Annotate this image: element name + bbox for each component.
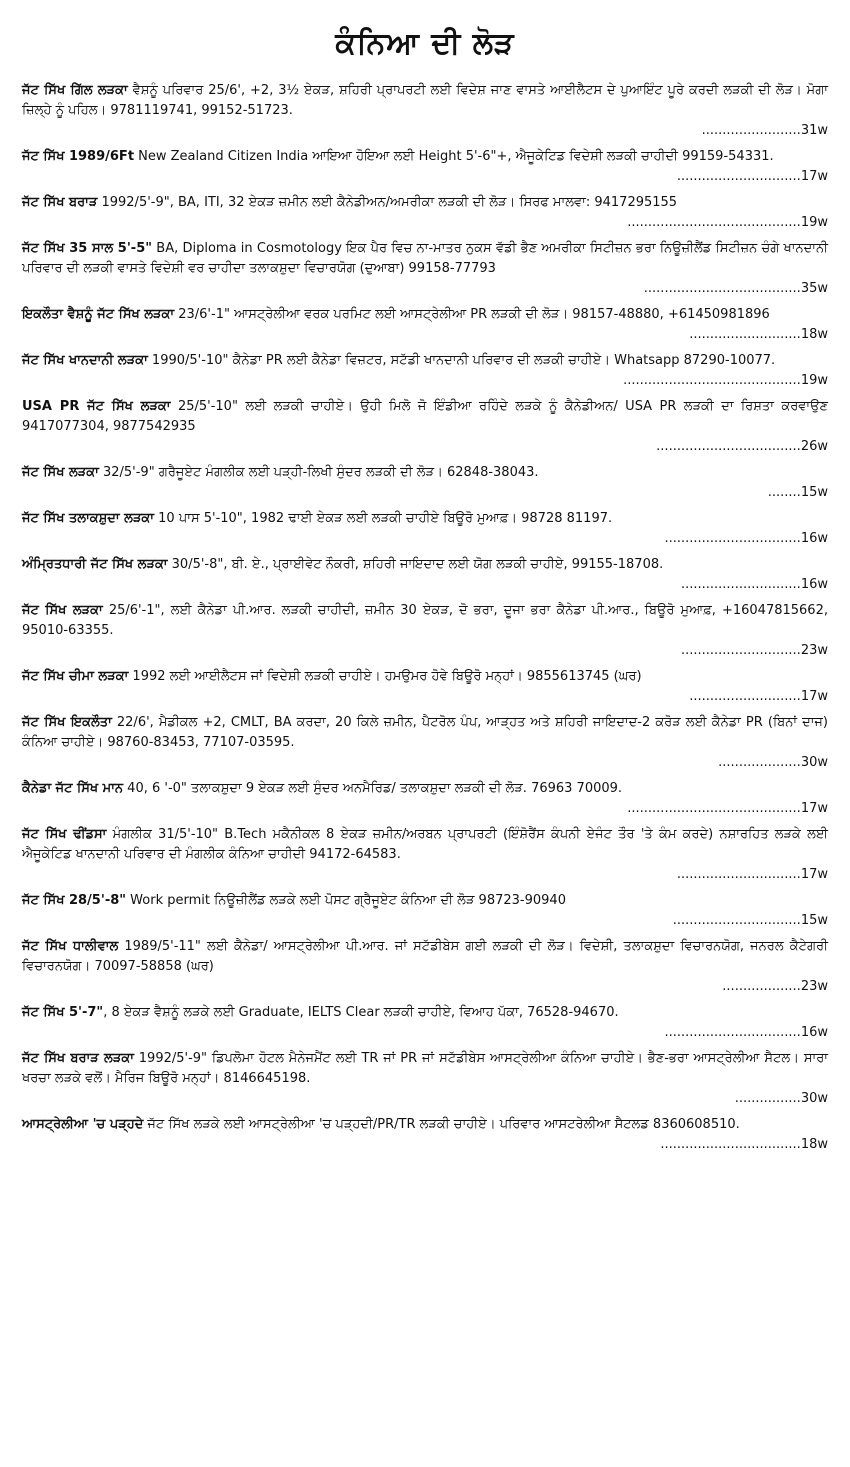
ad-text: 10 ਪਾਸ 5'-10", 1982 ਢਾਈ ਏਕੜ ਲਈ ਲੜਕੀ ਚਾਹੀਏ ਬਿਊਰੋ ਮੁਆਫ਼। 98728 81197.: [154, 511, 613, 526]
ad-entry: [22, 937, 828, 997]
ad-heading: ਜੱਟ ਸਿੱਖ ਲੜਕਾ: [22, 603, 103, 618]
ad-code-line: [22, 865, 828, 885]
ad-text: 40, 6 '-0" ਤਲਾਕਸ਼ੁਦਾ 9 ਏਕੜ ਲਈ ਸੁੰਦਰ ਅਨਮੈਰਿਡ/ ਤਲਾਕਸ਼ੁਦਾ ਲੜਕੀ ਦੀ ਲੋੜ. 76963 70009.: [123, 781, 623, 796]
ad-code-line: [22, 911, 828, 931]
ad-leader-dots: .............................: [680, 643, 801, 658]
ad-heading: USA PR ਜੱਟ ਸਿੱਖ ਲੜਕਾ: [22, 399, 171, 414]
ad-leader-dots: ..................................: [660, 1137, 801, 1152]
ad-entry: [22, 193, 828, 233]
ad-code: 18w: [800, 327, 828, 342]
ad-leader-dots: ...................................: [656, 439, 801, 454]
ad-code: 35w: [800, 281, 828, 296]
ad-text: 1992/5'-9" ਡਿਪਲੋਮਾ ਹੋਟਲ ਮੈਨੇਜਮੈਂਟ ਲਈ TR ਜਾਂ PR ਜਾਂ ਸਟੱਡੀਬੇਸ ਆਸਟ੍ਰੇਲੀਆ ਕੰਨਿਆ ਚਾਹੀਏ। ਭੈਣ-ਭਰਾ ਆਸਟ੍ਰੇਲੀਆ ਸੈਟਲ। ਸਾਰਾ ਖਰਚਾ ਲੜਕੇ ਵਲੋਂ। ਮੈਰਿਜ ਬਿਊਰੋ ਮਨ੍ਹਾਂ। 8146645198.: [22, 1051, 828, 1086]
ad-code-line: [22, 371, 828, 391]
ad-code-line: [22, 641, 828, 661]
ad-entry: [22, 1049, 828, 1109]
ad-heading: ਜੱਟ ਸਿੱਖ ਗਿੱਲ ਲੜਕਾ: [22, 83, 128, 98]
ad-text: 30/5'-8", ਬੀ. ਏ., ਪ੍ਰਾਈਵੇਟ ਨੌਕਰੀ, ਸ਼ਹਿਰੀ ਜਾਇਦਾਦ ਲਈ ਯੋਗ ਲੜਕੀ ਚਾਹੀਏ, 99155-18708.: [167, 557, 664, 572]
ad-code: 17w: [800, 169, 828, 184]
ad-text: , 8 ਏਕੜ ਵੈਸ਼ਨੂੰ ਲੜਕੇ ਲਈ Graduate, IELTS Clear ਲੜਕੀ ਚਾਹੀਏ, ਵਿਆਹ ਪੱਕਾ, 76528-94670.: [103, 1005, 619, 1020]
ad-text: 1992 ਲਈ ਆਈਲੈਟਸ ਜਾਂ ਵਿਦੇਸ਼ੀ ਲੜਕੀ ਚਾਹੀਏ। ਹਮਉਮਰ ਹੋਵੇ ਬਿਊਰੋ ਮਨ੍ਹਾਂ। 9855613745 (ਘਰ): [128, 669, 642, 684]
ad-text: New Zealand Citizen India ਆਇਆ ਹੋਇਆ ਲਈ Height 5'-6"+, ਐਜੂਕੇਟਿਡ ਵਿਦੇਸ਼ੀ ਲੜਕੀ ਚਾਹੀਦੀ 99159-54331.: [134, 149, 774, 164]
ad-code: 31w: [800, 123, 828, 138]
ad-entry: [22, 667, 828, 707]
ad-entry: [22, 509, 828, 549]
ad-leader-dots: ........: [767, 485, 801, 500]
ad-text: Work permit ਨਿਊਜ਼ੀਲੈਂਡ ਲੜਕੇ ਲਈ ਪੋਸਟ ਗ੍ਰੈਜੂਏਟ ਕੰਨਿਆ ਦੀ ਲੋੜ 98723-90940: [126, 893, 566, 908]
ad-body: [22, 601, 828, 641]
ad-leader-dots: ...................: [722, 979, 801, 994]
ad-leader-dots: ....................: [718, 755, 801, 770]
ad-code-line: [22, 1089, 828, 1109]
ad-leader-dots: .................................: [664, 1025, 801, 1040]
ad-body: [22, 509, 828, 529]
ad-text: 25/6'-1", ਲਈ ਕੈਨੇਡਾ ਪੀ.ਆਰ. ਲੜਕੀ ਚਾਹੀਦੀ, ਜ਼ਮੀਨ 30 ਏਕੜ, ਦੋ ਭਰਾ, ਦੂਜਾ ਭਰਾ ਕੈਨੇਡਾ ਪੀ.ਆਰ., ਬਿਊਰੋ ਮੁਆਫ਼, +16047815662, 95010-63355.: [22, 603, 828, 638]
ad-code-line: [22, 213, 828, 233]
ad-leader-dots: ................: [734, 1091, 801, 1106]
ad-code: 23w: [800, 979, 828, 994]
ad-body: [22, 193, 828, 213]
ad-text: BA, Diploma in Cosmotology ਇਕ ਪੈਰ ਵਿਚ ਨਾ-ਮਾਤਰ ਨੁਕਸ ਵੱਡੀ ਭੈਣ ਅਮਰੀਕਾ ਸਿਟੀਜ਼ਨ ਭਰਾ ਨਿਊਜ਼ੀਲੈਂਡ ਸਿਟੀਜ਼ਨ ਚੰਗੇ ਖਾਨਦਾਨੀ ਪਰਿਵਾਰ ਦੀ ਲੜਕੀ ਵਾਸਤੇ ਵਿਦੇਸ਼ੀ ਵਰ ਚਾਹੀਦਾ ਤਲਾਕਸ਼ੁਦਾ ਵਿਚਾਰਯੋਗ (ਦੁਆਬਾ) 99158-77793: [22, 241, 828, 276]
ad-code: 16w: [800, 577, 828, 592]
ad-code: 17w: [800, 867, 828, 882]
ad-body: [22, 1003, 828, 1023]
ad-body: [22, 147, 828, 167]
page-title: ਕੰਨਿਆ ਦੀ ਲੋੜ: [335, 26, 515, 61]
ad-heading: ਅੰਮ੍ਰਿਤਧਾਰੀ ਜੱਟ ਸਿੱਖ ਲੜਕਾ: [22, 557, 168, 572]
ad-entry: [22, 1115, 828, 1155]
ad-leader-dots: ...........................: [689, 689, 801, 704]
ad-entry: [22, 779, 828, 819]
ad-entry: [22, 463, 828, 503]
ad-body: [22, 1049, 828, 1089]
ad-heading: ਜੱਟ ਸਿੱਖ ਲੜਕਾ: [22, 465, 99, 480]
ad-text: 1992/5'-9", BA, ITI, 32 ਏਕੜ ਜ਼ਮੀਨ ਲਈ ਕੈਨੇਡੀਅਨ/ਅਮਰੀਕਾ ਲੜਕੀ ਦੀ ਲੋੜ। ਸਿਰਫ ਮਾਲਵਾ: 9417295155: [97, 195, 678, 210]
ad-code-line: [22, 1023, 828, 1043]
ad-text: ਜੱਟ ਸਿੱਖ ਲੜਕੇ ਲਈ ਆਸਟ੍ਰੇਲੀਆ 'ਚ ਪੜ੍ਹਦੀ/PR/TR ਲੜਕੀ ਚਾਹੀਏ। ਪਰਿਵਾਰ ਆਸਟਰੇਲੀਆ ਸੈਟਲਡ 8360608510.: [143, 1117, 740, 1132]
ad-leader-dots: ......................................: [643, 281, 801, 296]
ad-code: 16w: [800, 1025, 828, 1040]
ad-body: [22, 667, 828, 687]
ad-leader-dots: ..........................................: [627, 801, 801, 816]
ad-leader-dots: ..............................: [676, 169, 801, 184]
ad-heading: ਜੱਟ ਸਿੱਖ ਖਾਨਦਾਨੀ ਲੜਕਾ: [22, 353, 148, 368]
ad-heading: ਜੱਟ ਸਿੱਖ 5'-7": [22, 1005, 104, 1020]
ad-entry: [22, 147, 828, 187]
ad-code-line: [22, 799, 828, 819]
ad-code-line: [22, 325, 828, 345]
ad-entry: [22, 81, 828, 141]
ad-body: [22, 713, 828, 753]
ad-body: [22, 463, 828, 483]
ad-heading: ਕੈਨੇਡਾ ਜੱਟ ਸਿੱਖ ਮਾਨ: [22, 781, 124, 796]
ad-body: [22, 397, 828, 437]
ad-code: 23w: [800, 643, 828, 658]
ad-leader-dots: ...........................................: [623, 373, 801, 388]
ad-heading: ਜੱਟ ਸਿੱਖ ਇਕਲੌਤਾ: [22, 715, 112, 730]
ad-leader-dots: ...............................: [672, 913, 801, 928]
ad-code: 17w: [800, 801, 828, 816]
ad-code: 26w: [800, 439, 828, 454]
ad-code-line: [22, 1135, 828, 1155]
ad-entry: [22, 239, 828, 299]
ad-entry: [22, 825, 828, 885]
ad-text: 23/6'-1" ਆਸਟ੍ਰੇਲੀਆ ਵਰਕ ਪਰਮਿਟ ਲਈ ਆਸਟ੍ਰੇਲੀਆ PR ਲੜਕੀ ਦੀ ਲੋੜ। 98157-48880, +61450981896: [174, 307, 770, 322]
ad-heading: ਜੱਟ ਸਿੱਖ ਬਰਾੜ ਲੜਕਾ: [22, 1051, 134, 1066]
ad-leader-dots: ...........................: [689, 327, 801, 342]
ad-entry: [22, 713, 828, 773]
ad-body: [22, 239, 828, 279]
ad-text: 1990/5'-10" ਕੈਨੇਡਾ PR ਲਈ ਕੈਨੇਡਾ ਵਿਜ਼ਟਰ, ਸਟੱਡੀ ਖਾਨਦਾਨੀ ਪਰਿਵਾਰ ਦੀ ਲੜਕੀ ਚਾਹੀਏ। Whatsapp 87290-10077.: [147, 353, 776, 368]
ad-text: 32/5'-9" ਗਰੈਜੂਏਟ ਮੰਗਲੀਕ ਲਈ ਪੜ੍ਹੀ-ਲਿਖੀ ਸੁੰਦਰ ਲੜਕੀ ਦੀ ਲੋੜ। 62848-38043.: [98, 465, 539, 480]
ad-heading: ਜੱਟ ਸਿੱਖ ਚੀਮਾ ਲੜਕਾ: [22, 669, 129, 684]
ad-heading: ਜੱਟ ਸਿੱਖ 1989/6Ft: [22, 149, 135, 164]
ad-entry: [22, 351, 828, 391]
ad-body: [22, 81, 828, 121]
ad-code: 18w: [800, 1137, 828, 1152]
ad-entry: [22, 397, 828, 457]
ad-code-line: [22, 687, 828, 707]
ad-entry: [22, 305, 828, 345]
ad-body: [22, 825, 828, 865]
ad-code: 30w: [800, 755, 828, 770]
ad-heading: ਜੱਟ ਸਿੱਖ 28/5'-8": [22, 893, 127, 908]
ad-entry: [22, 555, 828, 595]
ad-text: 25/5'-10" ਲਈ ਲੜਕੀ ਚਾਹੀਏ। ਉਹੀ ਮਿਲੋ ਜੋ ਇੰਡੀਆ ਰਹਿੰਦੇ ਲੜਕੇ ਨੂੰ ਕੈਨੇਡੀਅਨ/ USA PR ਲੜਕੀ ਦਾ ਰਿਸ਼ਤਾ ਕਰਵਾਉਣ 9417077304, 9877542935: [22, 399, 828, 434]
ad-body: [22, 555, 828, 575]
ad-code-line: [22, 279, 828, 299]
ad-body: [22, 891, 828, 911]
ad-leader-dots: ........................: [701, 123, 801, 138]
ad-heading: ਜੱਟ ਸਿੱਖ 35 ਸਾਲ 5'-5": [22, 241, 153, 256]
ad-code: 15w: [800, 913, 828, 928]
ad-body: [22, 779, 828, 799]
ad-text: ਵੈਸ਼ਨੂੰ ਪਰਿਵਾਰ 25/6', +2, 3½ ਏਕੜ, ਸ਼ਹਿਰੀ ਪ੍ਰਾਪਰਟੀ ਲਈ ਵਿਦੇਸ਼ ਜਾਣ ਵਾਸਤੇ ਆਈਲੈਟਸ ਦੇ ਪੁਆਇੰਟ ਪੂਰੇ ਕਰਦੀ ਲੜਕੀ ਦੀ ਲੋੜ। ਮੋਗਾ ਜ਼ਿਲ੍ਹੇ ਨੂੰ ਪਹਿਲ। 9781119741, 99152-51723.: [22, 83, 828, 118]
ad-code: 19w: [800, 215, 828, 230]
ad-leader-dots: .............................: [680, 577, 801, 592]
ad-text: 22/6', ਮੈਡੀਕਲ +2, CMLT, BA ਕਰਦਾ, 20 ਕਿਲੇ ਜ਼ਮੀਨ, ਪੈਟਰੋਲ ਪੰਪ, ਆੜ੍ਹਤ ਅਤੇ ਸ਼ਹਿਰੀ ਜਾਇਦਾਦ-2 ਕਰੋੜ ਲਈ ਕੈਨੇਡਾ PR (ਬਿਨਾਂ ਦਾਜ) ਕੰਨਿਆ ਚਾਹੀਏ। 98760-83453, 77107-03595.: [22, 715, 828, 750]
ad-entry: [22, 1003, 828, 1043]
ad-heading: ਜੱਟ ਸਿੱਖ ਤਲਾਕਸ਼ੁਦਾ ਲੜਕਾ: [22, 511, 155, 526]
ad-list: [22, 81, 828, 1155]
ad-text: 1989/5'-11" ਲਈ ਕੈਨੇਡਾ/ ਆਸਟ੍ਰੇਲੀਆ ਪੀ.ਆਰ. ਜਾਂ ਸਟੱਡੀਬੇਸ ਗਈ ਲੜਕੀ ਦੀ ਲੋੜ। ਵਿਦੇਸ਼ੀ, ਤਲਾਕਸ਼ੁਦਾ ਵਿਚਾਰਨਯੋਗ, ਜਨਰਲ ਕੈਟੇਗਰੀ ਵਿਚਾਰਨਯੋਗ। 70097-58858 (ਘਰ): [22, 939, 828, 974]
ad-heading: ਇਕਲੌਤਾ ਵੈਸ਼ਨੂੰ ਜੱਟ ਸਿੱਖ ਲੜਕਾ: [22, 307, 175, 322]
ad-code: 19w: [800, 373, 828, 388]
ad-code: 30w: [800, 1091, 828, 1106]
ad-code: 16w: [800, 531, 828, 546]
ad-code-line: [22, 753, 828, 773]
ad-body: [22, 937, 828, 977]
ad-text: ਮੰਗਲੀਕ 31/5'-10" B.Tech ਮਕੈਨੀਕਲ 8 ਏਕੜ ਜ਼ਮੀਨ/ਅਰਬਨ ਪ੍ਰਾਪਰਟੀ (ਇੰਸ਼ੋਰੈਂਸ ਕੰਪਨੀ ਏਜੰਟ ਤੌਰ 'ਤੇ ਕੰਮ ਕਰਦੇ) ਨਸ਼ਾਰਹਿਤ ਲੜਕੇ ਲਈ ਐਜੂਕੇਟਿਡ ਖਾਨਦਾਨੀ ਪਰਿਵਾਰ ਦੀ ਮੰਗਲੀਕ ਕੰਨਿਆ ਚਾਹੀਦੀ 94172-64583.: [22, 827, 828, 862]
ad-leader-dots: ..............................: [676, 867, 801, 882]
ad-code-line: [22, 437, 828, 457]
ad-heading: ਜੱਟ ਸਿੱਖ ਬਰਾੜ: [22, 195, 98, 210]
ad-leader-dots: ..........................................: [627, 215, 801, 230]
ad-code-line: [22, 529, 828, 549]
ad-code-line: [22, 575, 828, 595]
ad-code-line: [22, 121, 828, 141]
ad-heading: ਜੱਟ ਸਿੱਖ ਢੀਂਡਸਾ: [22, 827, 107, 842]
ad-code: 17w: [800, 689, 828, 704]
ad-body: [22, 351, 828, 371]
ad-code-line: [22, 167, 828, 187]
ad-heading: ਆਸਟ੍ਰੇਲੀਆ 'ਚ ਪੜ੍ਹਦੇ: [22, 1117, 144, 1132]
ad-code-line: [22, 483, 828, 503]
ad-leader-dots: .................................: [664, 531, 801, 546]
ad-code: 15w: [800, 485, 828, 500]
ad-body: [22, 1115, 828, 1135]
ad-heading: ਜੱਟ ਸਿੱਖ ਧਾਲੀਵਾਲ: [22, 939, 119, 954]
ad-body: [22, 305, 828, 325]
ad-entry: [22, 601, 828, 661]
ad-code-line: [22, 977, 828, 997]
ad-entry: [22, 891, 828, 931]
